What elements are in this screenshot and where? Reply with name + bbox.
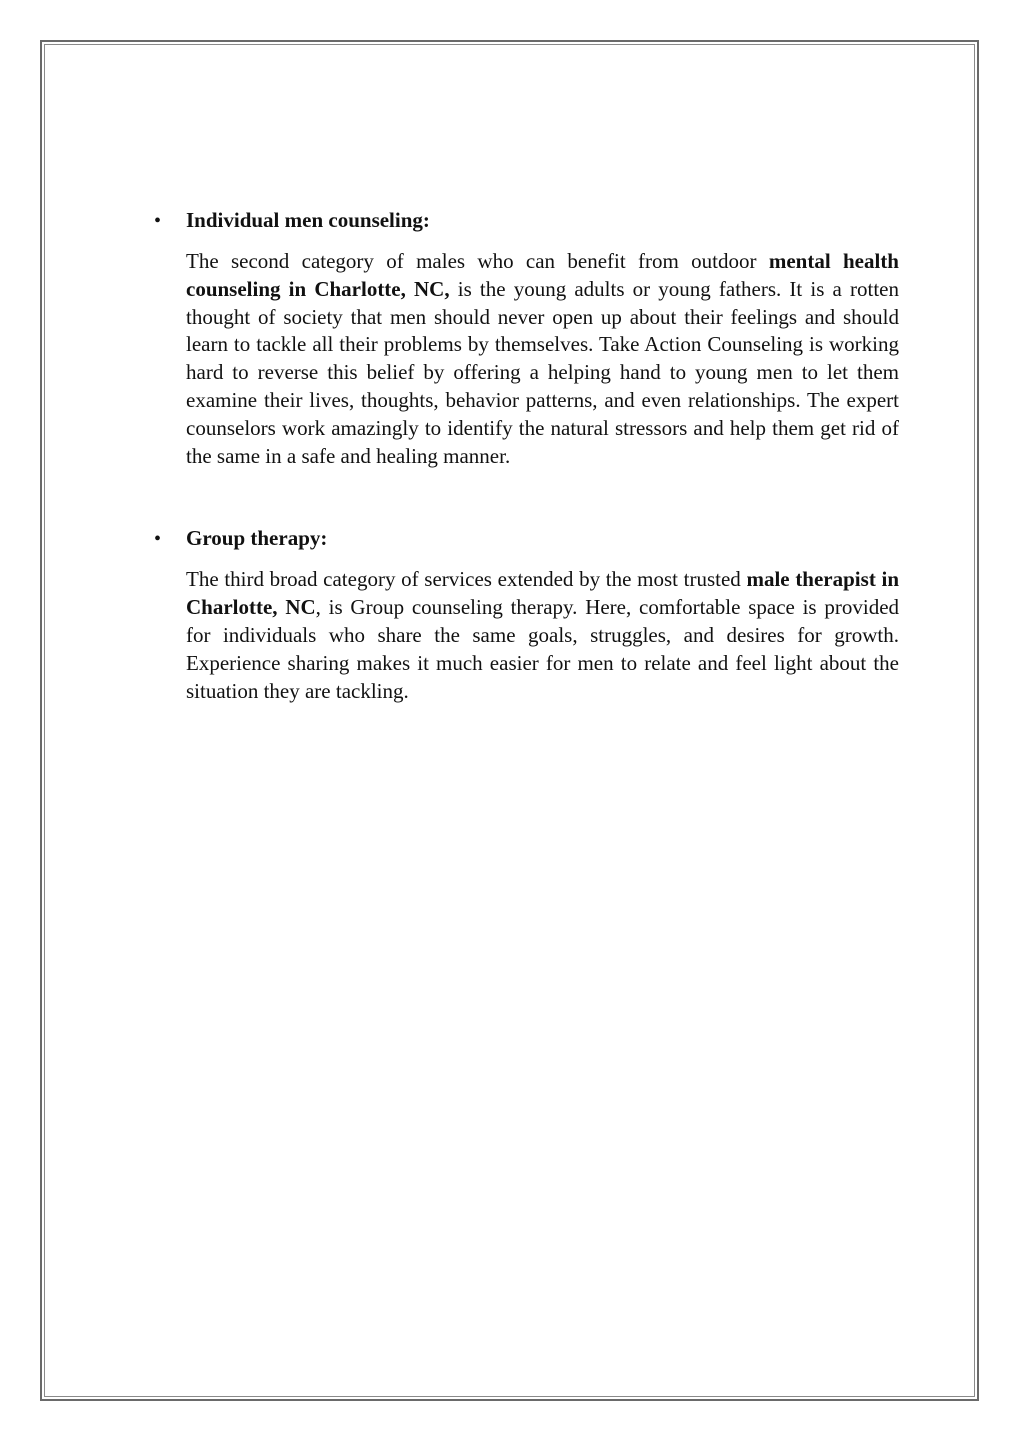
paragraph-text: The third broad category of services extended by the most trusted — [186, 567, 747, 592]
paragraph-bold-text: male therapist in Charlotte, NC — [186, 567, 900, 620]
section-heading: Group therapy: — [186, 526, 328, 551]
paragraph-text: , is Group counseling therapy. Here, comfortable space is provided for individuals who share the same goals, struggles, and desires for growth. Experience sharing makes it much easier for men to relate and feel light about the situation they are tackling. — [186, 595, 900, 703]
paragraph-bold-text: mental health counseling in Charlotte, NC, — [186, 249, 899, 301]
paragraph-text: The second category of males who can benefit from outdoor — [186, 249, 769, 273]
section-heading: Individual men counseling: — [186, 208, 430, 232]
section-paragraph — [186, 248, 899, 470]
section-group-therapy — [154, 523, 900, 705]
section-paragraph — [186, 566, 899, 705]
paragraph-text: is the young adults or young fathers. It is a rotten thought of society that men should never open up about their feelings and should learn to tackle all their problems by themselves. Take Action Counseling is working hard to reverse this belief by offering a helping hand to young men to let them examine their lives, thoughts, behavior patterns, and even relationships. The expert counselors work amazingly to identify the natural stressors and help them get rid of the same in a safe and healing manner. — [186, 276, 899, 468]
document-body — [154, 205, 900, 705]
section-individual-men-counseling — [154, 205, 899, 470]
bullet-icon: • — [154, 210, 162, 232]
bullet-icon: • — [154, 528, 162, 551]
